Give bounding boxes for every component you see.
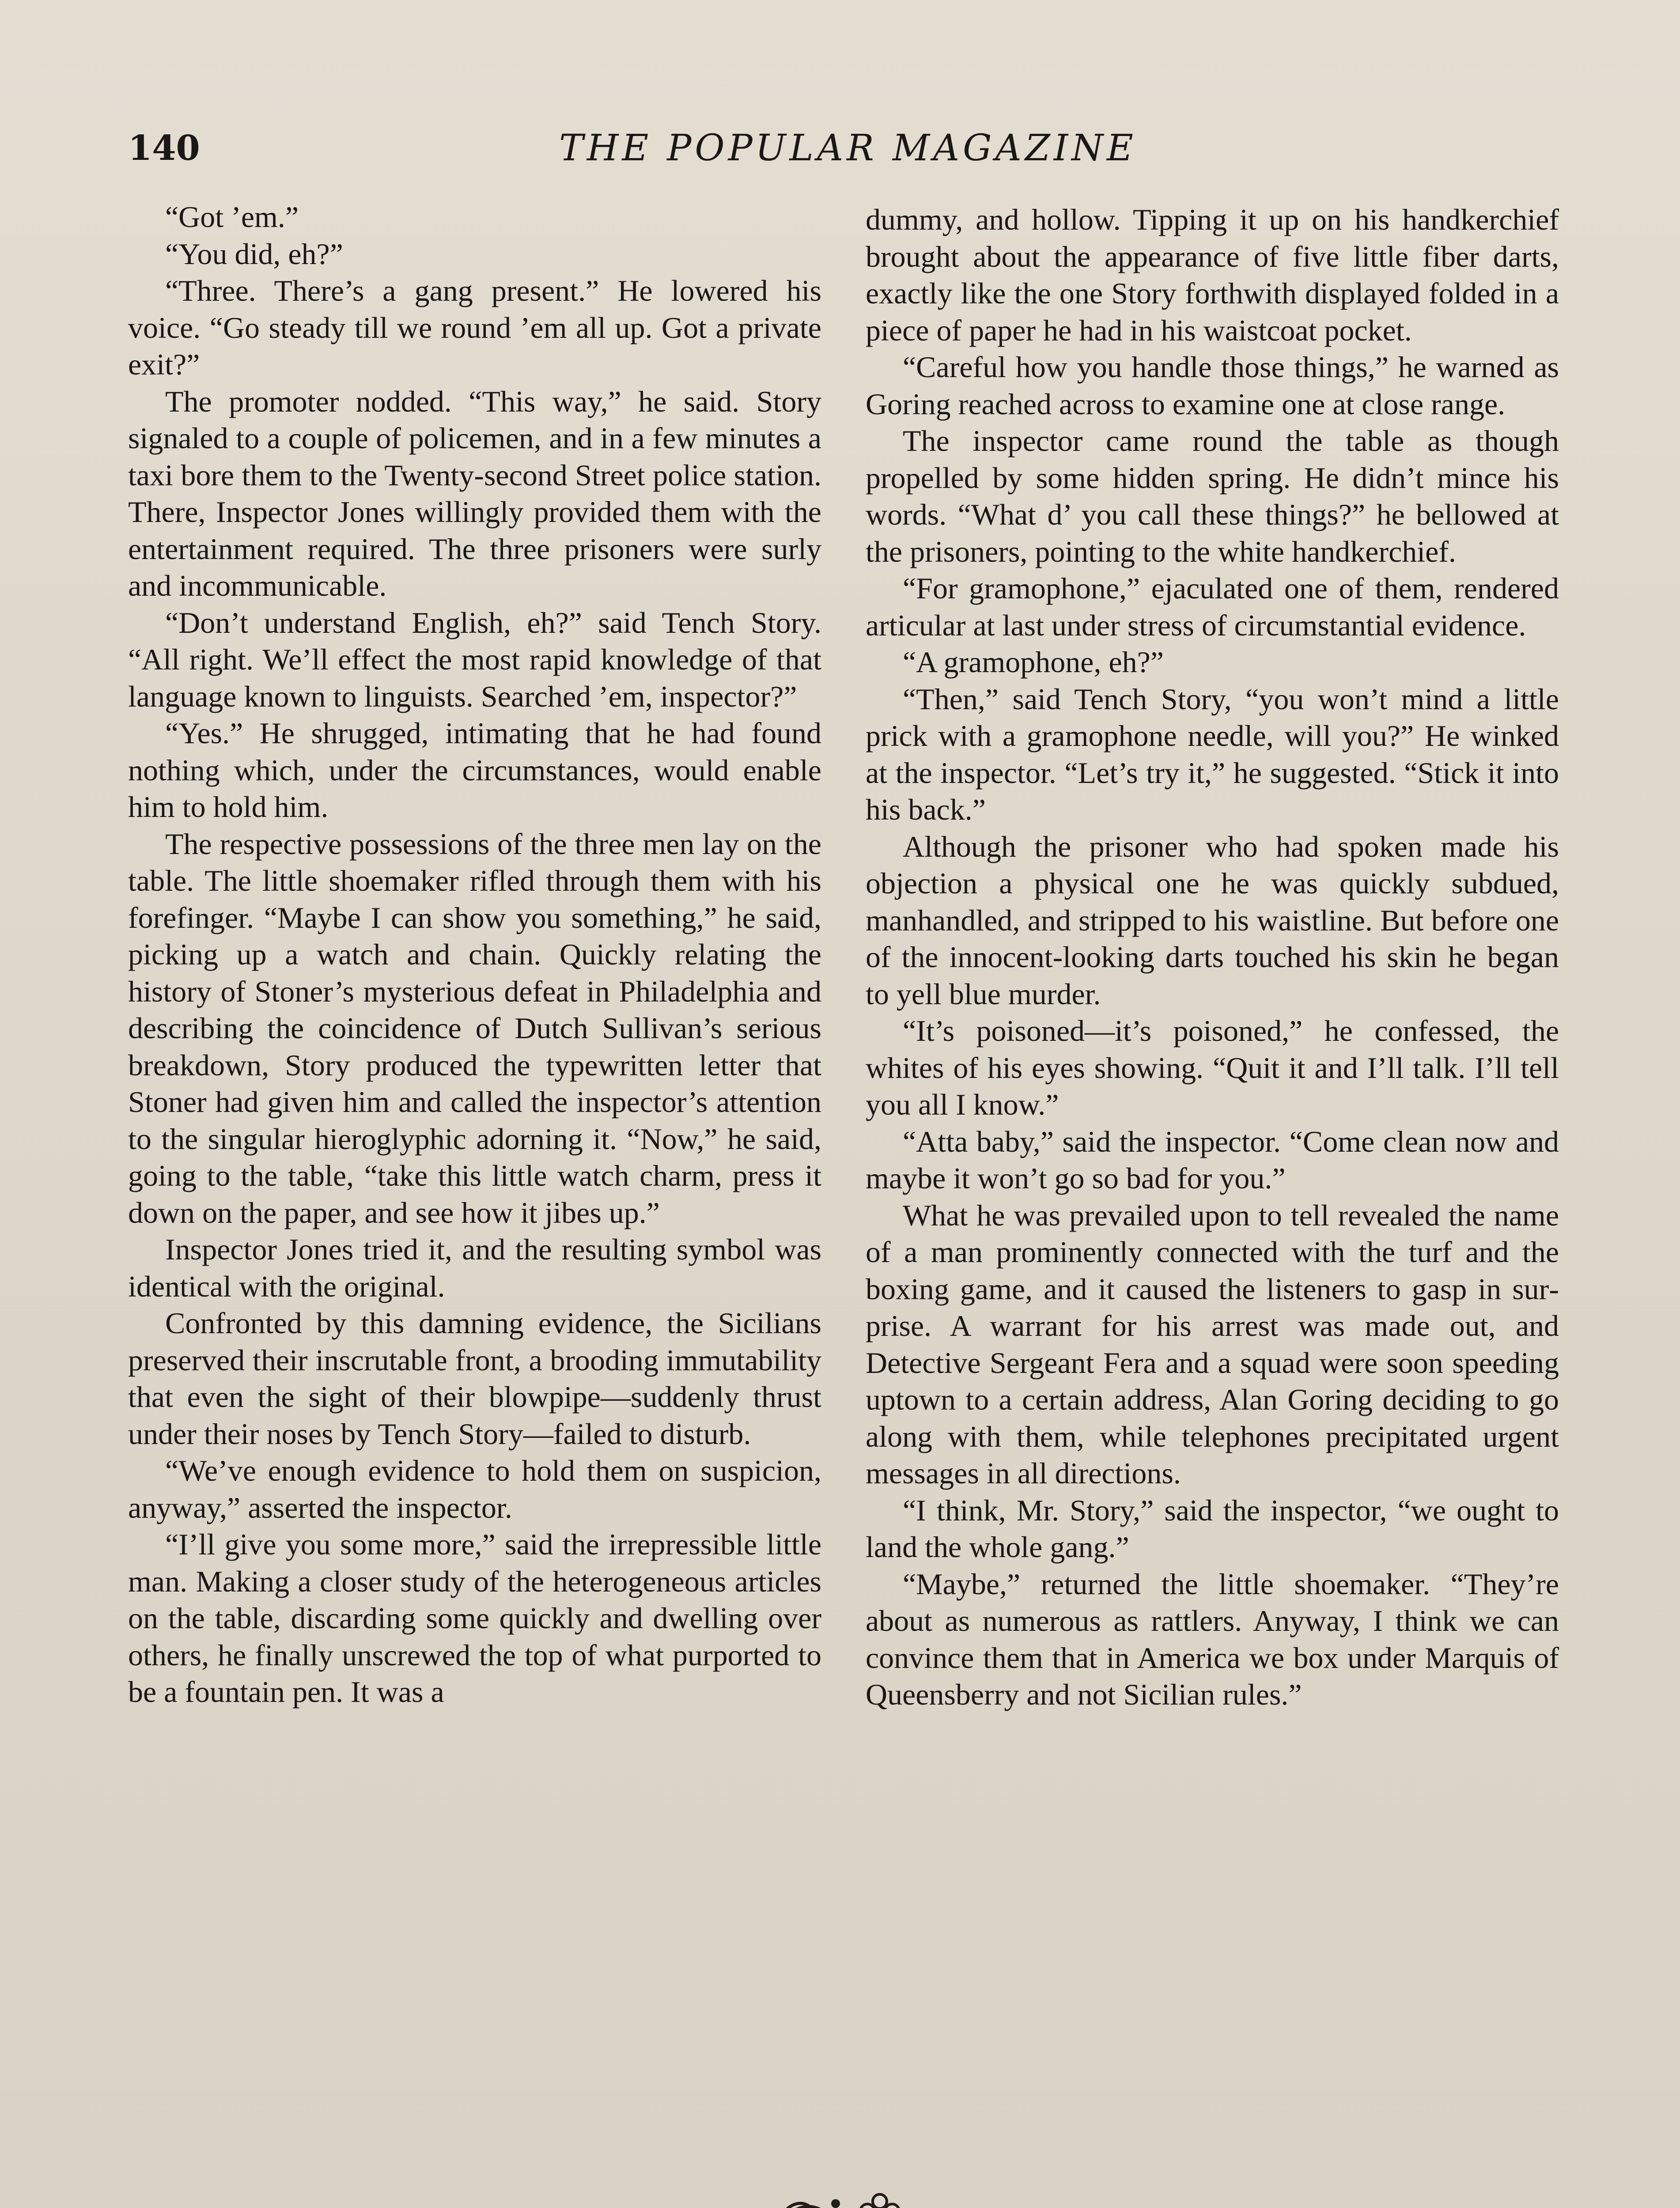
paragraph: The promoter nodded. “This way,” he said. Story signaled to a couple of policemen, and in a few minutes a taxi bore them to the Twenty-second Street police station. There, Inspector Jones willingly provided them with the entertainment required. The three prisoners were surly and incommunicable. [128, 384, 821, 602]
paragraph: “Atta baby,” said the inspector. “Come clean now and maybe it won’t go so bad for you.” [866, 1124, 1559, 1195]
paragraph: “Three. There’s a gang present.” He lowered his voice. “Go steady till we round ’em all up. Got a private exit?” [128, 274, 821, 381]
running-title: THE POPULAR MAGAZINE [559, 127, 1137, 169]
paragraph: The respective possessions of the three men lay on the table. The little shoemaker rifled through them with his forefinger. “Maybe I can show you something,” he said, picking up a watch and chain. Quickly relating the history of Stoner’s mysterious defeat in Philadelphia and describing the coincidence of Dutch Sullivan’s serious breakdown, Story produced the typewritten letter that Stoner had given him and called the inspector’s attention to the singular hieroglyphic adorning it. “Now,” he said, going to the table, “take this little watch charm, press it down on the paper, and see how it jibes up.” [128, 827, 821, 1229]
floral-tailpiece-ornament [769, 2184, 911, 2208]
paragraph: dummy, and hollow. Tipping it up on his handkerchief brought about the appearance of five little fiber darts, exactly like the one Story forthwith displayed folded in a piece of paper he had in his waistcoat pocket. [866, 203, 1559, 347]
paragraph: “You did, eh?” [165, 237, 343, 271]
page-number: 140 [128, 128, 200, 168]
paragraph: “Got ’em.” [165, 200, 299, 234]
paragraph: Confronted by this damning evidence, the Sicilians preserved their inscrutable front, a brooding immutability that even the sight of their blowpipe—suddenly thrust under their noses by Tench Story—failed to disturb. [128, 1306, 821, 1451]
paragraph: “Yes.” He shrugged, intimating that he had found nothing which, under the circumstances, would enable him to hold him. [128, 716, 821, 824]
right-column [866, 201, 1559, 2144]
left-column [128, 199, 821, 2142]
paragraph: “I’ll give you some more,” said the irrepressible little man. Making a closer study of the heterogeneous articles on the table, discarding some quickly and dwelling over others, he finally unscrewed the top of what purported to be a fountain pen. It was a [128, 1527, 821, 1709]
paragraph: “Then,” said Tench Story, “you won’t mind a little prick with a gramophone needle, will you?” He winked at the inspector. “Let’s try it,” he suggested. “Stick it into his back.” [866, 682, 1559, 826]
page-header [128, 119, 1568, 181]
paragraph: “A gramophone, eh?” [903, 645, 1164, 679]
paragraph: “For gramophone,” ejaculated one of them, rendered articular at last under stress of circumstantial evidence. [866, 571, 1559, 642]
paragraph: “Don’t understand English, eh?” said Tench Story. “All right. We’ll effect the most rapid knowledge of that language known to linguists. Searched ’em, inspector?” [128, 605, 821, 713]
paragraph: Inspector Jones tried it, and the resulting symbol was identical with the original. [128, 1233, 821, 1303]
paragraph: “Careful how you handle those things,” he warned as Goring reached across to examine one at close range. [866, 350, 1559, 421]
paragraph: “It’s poisoned—it’s poisoned,” he confessed, the whites of his eyes showing. “Quit it and I’ll talk. I’ll tell you all I know.” [866, 1014, 1559, 1121]
paragraph: “We’ve enough evidence to hold them on suspicion, anyway,” asserted the inspector. [128, 1454, 821, 1524]
paragraph: Although the prisoner who had spoken made his objection a physical one he was quickly subdued, manhandled, and stripped to his waistline. But before one of the innocent-looking darts touched his skin he began to yell blue murder. [866, 829, 1559, 1011]
paragraph: What he was prevailed upon to tell revealed the name of a man prominently connected with the turf and the boxing game, and it caused the listeners to gasp in surprise. A warrant for his arrest was made out, and Detective Sergeant Fera and a squad were soon speeding uptown to a certain address, Alan Goring deciding to go along with them, while telephones precipitated urgent messages in all directions. [866, 1198, 1559, 1490]
paragraph: “I think, Mr. Story,” said the inspector, “we ought to land the whole gang.” [866, 1493, 1559, 1564]
paragraph: The inspector came round the table as though propelled by some hidden spring. He didn’t mince his words. “What d’ you call these things?” he bellowed at the prisoners, pointing to the white handkerchief. [866, 424, 1559, 568]
paragraph: “Maybe,” returned the little shoemaker. “They’re about as numerous as rattlers. Anyway, I think we can convince them that in America we box under Marquis of Queensberry and not Sicilian rules.” [866, 1567, 1559, 1711]
